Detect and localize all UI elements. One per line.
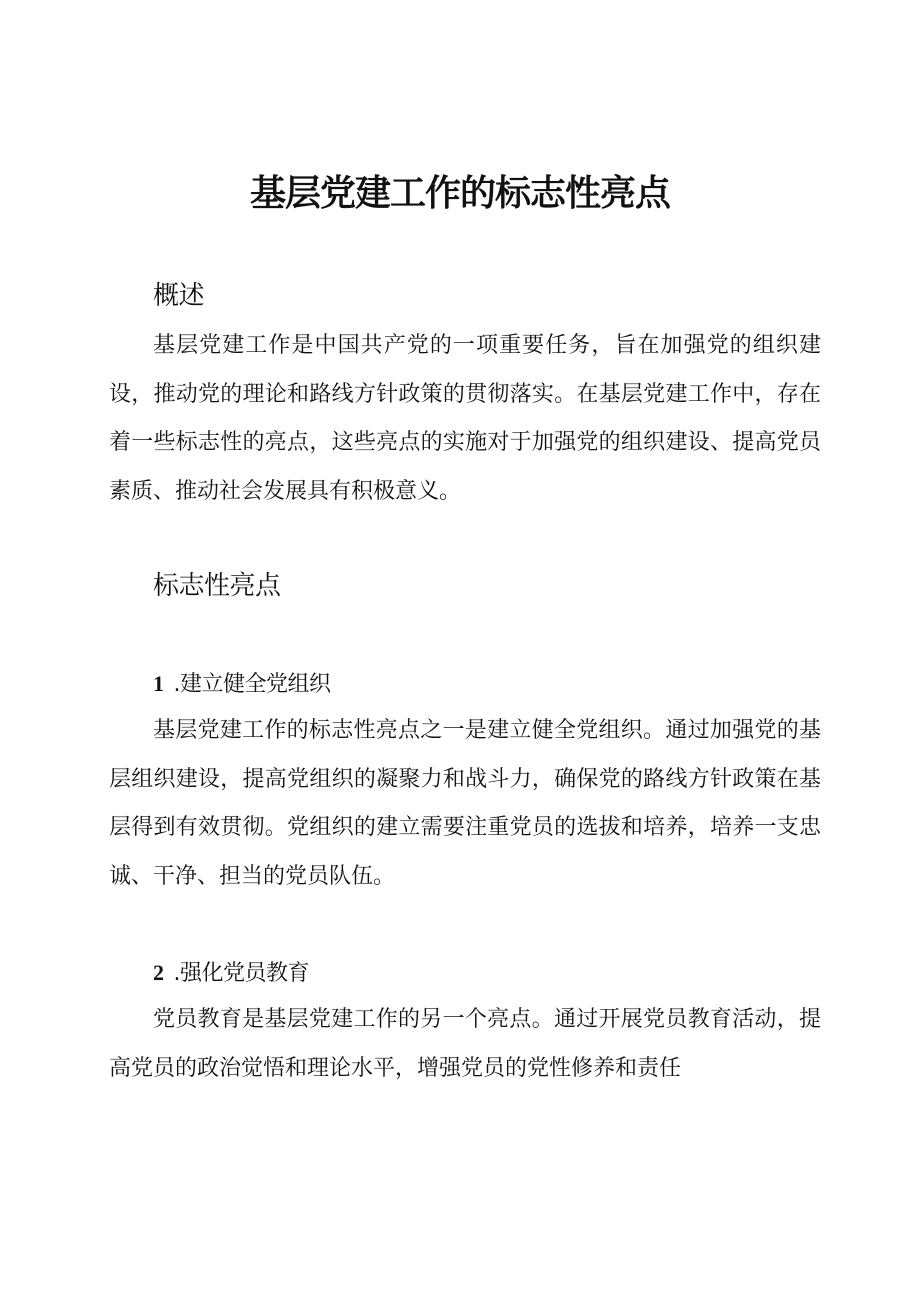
section-heading-overview: 概述 — [153, 281, 205, 311]
section-heading-highlights: 标志性亮点 — [153, 571, 281, 601]
highlight-item-1-title: .建立健全党组织 — [173, 672, 331, 697]
highlight-item-2-paragraph: 党员教育是基层党建工作的另一个亮点。通过开展党员教育活动，提高党员的政治觉悟和理论水平，增强党员的党性修养和责任 — [109, 1007, 821, 1081]
highlight-item-1-paragraph: 基层党建工作的标志性亮点之一是建立健全党组织。通过加强党的基层组织建设，提高党组织的凝聚力和战斗力，确保党的路线方针政策在基层得到有效贯彻。党组织的建立需要注重党员的选拔和培养，培养一支忠诚、干净、担当的党员队伍。 — [109, 718, 821, 890]
highlight-item-1-heading — [153, 668, 331, 701]
highlight-item-2-number: 2 — [153, 960, 164, 985]
document-title: 基层党建工作的标志性亮点 — [249, 173, 670, 214]
highlight-item-1-number: 1 — [153, 671, 164, 696]
highlight-item-2-title: .强化党员教育 — [173, 961, 309, 986]
overview-paragraph: 基层党建工作是中国共产党的一项重要任务，旨在加强党的组织建设，推动党的理论和路线方针政策的贯彻落实。在基层党建工作中，存在着一些标志性的亮点，这些亮点的实施对于加强党的组织建设、提高党员素质、推动社会发展具有积极意义。 — [109, 333, 821, 505]
highlight-item-2-heading — [153, 957, 309, 990]
